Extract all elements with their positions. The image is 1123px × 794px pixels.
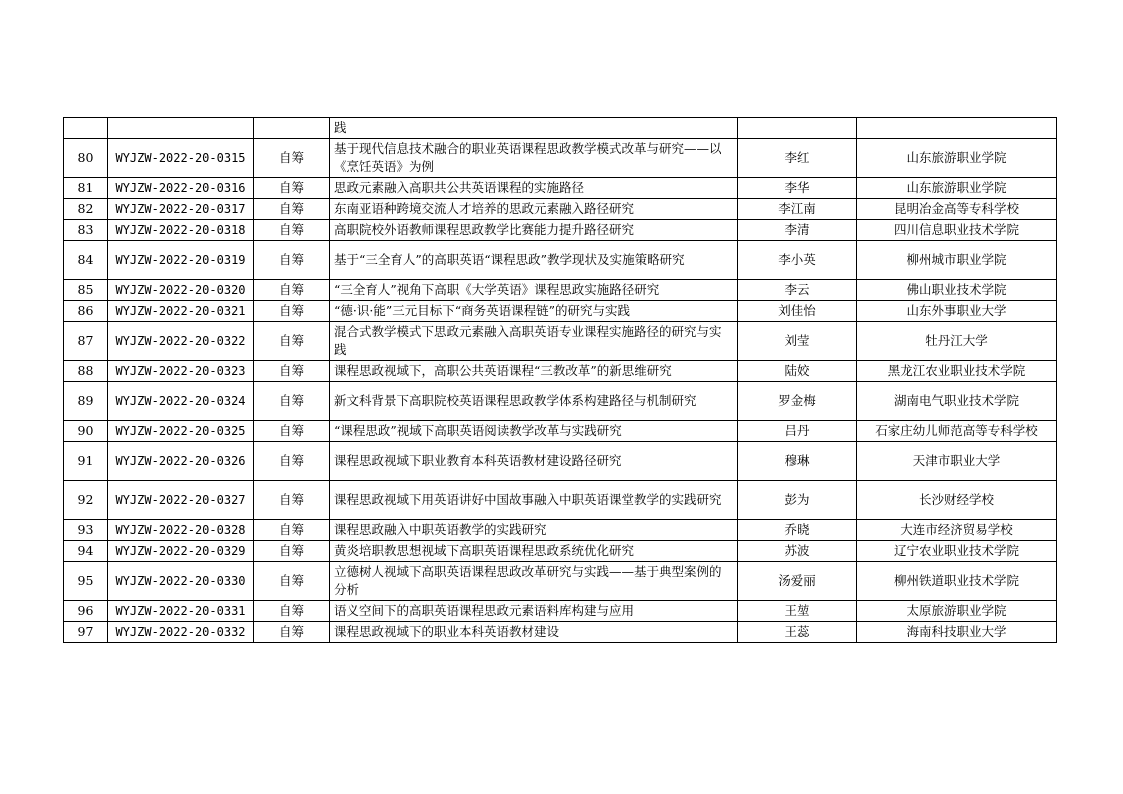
leader-name: 王堃 xyxy=(738,601,857,622)
project-code: WYJZW-2022-20-0318 xyxy=(108,220,254,241)
funding-type: 自筹 xyxy=(254,178,330,199)
institution-name: 牡丹江大学 xyxy=(857,322,1057,361)
project-code: WYJZW-2022-20-0326 xyxy=(108,442,254,481)
project-title: “德·识·能”三元目标下“商务英语课程链”的研究与实践 xyxy=(330,301,738,322)
institution-name: 大连市经济贸易学校 xyxy=(857,520,1057,541)
table-row xyxy=(64,382,1057,421)
institution-name: 天津市职业大学 xyxy=(857,442,1057,481)
project-title: 黄炎培职教思想视域下高职英语课程思政系统优化研究 xyxy=(330,541,738,562)
leader-name: 李红 xyxy=(738,139,857,178)
table-row xyxy=(64,241,1057,280)
institution-name: 山东旅游职业学院 xyxy=(857,178,1057,199)
leader-name: 乔晓 xyxy=(738,520,857,541)
funding-type: 自筹 xyxy=(254,280,330,301)
project-title: 课程思政视域下用英语讲好中国故事融入中职英语课堂教学的实践研究 xyxy=(330,481,738,520)
table-row xyxy=(64,301,1057,322)
funding-type: 自筹 xyxy=(254,241,330,280)
project-code: WYJZW-2022-20-0323 xyxy=(108,361,254,382)
project-code: WYJZW-2022-20-0324 xyxy=(108,382,254,421)
row-number: 88 xyxy=(64,361,108,382)
row-number: 80 xyxy=(64,139,108,178)
leader-name: 吕丹 xyxy=(738,421,857,442)
project-code: WYJZW-2022-20-0319 xyxy=(108,241,254,280)
leader-name: 李云 xyxy=(738,280,857,301)
funding-type: 自筹 xyxy=(254,301,330,322)
leader-name: 李华 xyxy=(738,178,857,199)
institution-name: 湖南电气职业技术学院 xyxy=(857,382,1057,421)
table-row xyxy=(64,541,1057,562)
leader-name: 穆琳 xyxy=(738,442,857,481)
table-row xyxy=(64,322,1057,361)
project-title: 思政元素融入高职共公共英语课程的实施路径 xyxy=(330,178,738,199)
funding-type xyxy=(254,118,330,139)
leader-name: 李江南 xyxy=(738,199,857,220)
leader-name xyxy=(738,118,857,139)
row-number: 83 xyxy=(64,220,108,241)
project-title: 立德树人视域下高职英语课程思政改革研究与实践——基于典型案例的分析 xyxy=(330,562,738,601)
project-title: 课程思政视域下职业教育本科英语教材建设路径研究 xyxy=(330,442,738,481)
project-title: “课程思政”视域下高职英语阅读教学改革与实践研究 xyxy=(330,421,738,442)
institution-name: 昆明冶金高等专科学校 xyxy=(857,199,1057,220)
project-code: WYJZW-2022-20-0321 xyxy=(108,301,254,322)
row-number: 90 xyxy=(64,421,108,442)
row-number: 91 xyxy=(64,442,108,481)
funding-type: 自筹 xyxy=(254,601,330,622)
leader-name: 王蕊 xyxy=(738,622,857,643)
leader-name: 刘莹 xyxy=(738,322,857,361)
project-title: 混合式教学模式下思政元素融入高职英语专业课程实施路径的研究与实践 xyxy=(330,322,738,361)
institution-name: 黑龙江农业职业技术学院 xyxy=(857,361,1057,382)
table-row xyxy=(64,220,1057,241)
institution-name: 长沙财经学校 xyxy=(857,481,1057,520)
leader-name: 刘佳怡 xyxy=(738,301,857,322)
row-number: 85 xyxy=(64,280,108,301)
project-code: WYJZW-2022-20-0329 xyxy=(108,541,254,562)
project-title: 基于现代信息技术融合的职业英语课程思政教学模式改革与研究——以《烹饪英语》为例 xyxy=(330,139,738,178)
project-title: 东南亚语种跨境交流人才培养的思政元素融入路径研究 xyxy=(330,199,738,220)
row-number: 96 xyxy=(64,601,108,622)
table-row xyxy=(64,178,1057,199)
project-code: WYJZW-2022-20-0317 xyxy=(108,199,254,220)
project-title: 课程思政视域下的职业本科英语教材建设 xyxy=(330,622,738,643)
project-code: WYJZW-2022-20-0316 xyxy=(108,178,254,199)
table-row xyxy=(64,118,1057,139)
institution-name xyxy=(857,118,1057,139)
table-row xyxy=(64,520,1057,541)
project-list-table xyxy=(63,117,1057,643)
row-number: 86 xyxy=(64,301,108,322)
row-number: 93 xyxy=(64,520,108,541)
funding-type: 自筹 xyxy=(254,481,330,520)
project-code: WYJZW-2022-20-0328 xyxy=(108,520,254,541)
project-code: WYJZW-2022-20-0322 xyxy=(108,322,254,361)
funding-type: 自筹 xyxy=(254,421,330,442)
leader-name: 苏波 xyxy=(738,541,857,562)
row-number: 92 xyxy=(64,481,108,520)
institution-name: 山东外事职业大学 xyxy=(857,301,1057,322)
institution-name: 四川信息职业技术学院 xyxy=(857,220,1057,241)
row-number: 89 xyxy=(64,382,108,421)
project-code: WYJZW-2022-20-0330 xyxy=(108,562,254,601)
project-title: 课程思政融入中职英语教学的实践研究 xyxy=(330,520,738,541)
leader-name: 陆姣 xyxy=(738,361,857,382)
institution-name: 佛山职业技术学院 xyxy=(857,280,1057,301)
table-row xyxy=(64,139,1057,178)
table-row xyxy=(64,601,1057,622)
project-title: 语义空间下的高职英语课程思政元素语料库构建与应用 xyxy=(330,601,738,622)
table-row xyxy=(64,562,1057,601)
row-number: 94 xyxy=(64,541,108,562)
table-row xyxy=(64,622,1057,643)
project-title: 高职院校外语教师课程思政教学比赛能力提升路径研究 xyxy=(330,220,738,241)
funding-type: 自筹 xyxy=(254,220,330,241)
row-number: 82 xyxy=(64,199,108,220)
institution-name: 石家庄幼儿师范高等专科学校 xyxy=(857,421,1057,442)
leader-name: 汤爱丽 xyxy=(738,562,857,601)
table-row xyxy=(64,442,1057,481)
funding-type: 自筹 xyxy=(254,520,330,541)
project-title: 课程思政视域下，高职公共英语课程“三教改革”的新思维研究 xyxy=(330,361,738,382)
funding-type: 自筹 xyxy=(254,322,330,361)
funding-type: 自筹 xyxy=(254,541,330,562)
row-number: 84 xyxy=(64,241,108,280)
institution-name: 柳州城市职业学院 xyxy=(857,241,1057,280)
project-code: WYJZW-2022-20-0331 xyxy=(108,601,254,622)
leader-name: 李小英 xyxy=(738,241,857,280)
table-body xyxy=(64,118,1057,643)
funding-type: 自筹 xyxy=(254,382,330,421)
institution-name: 柳州铁道职业技术学院 xyxy=(857,562,1057,601)
project-title: “三全育人”视角下高职《大学英语》课程思政实施路径研究 xyxy=(330,280,738,301)
funding-type: 自筹 xyxy=(254,361,330,382)
table-row xyxy=(64,421,1057,442)
row-number: 95 xyxy=(64,562,108,601)
table-row xyxy=(64,481,1057,520)
project-code xyxy=(108,118,254,139)
project-title: 新文科背景下高职院校英语课程思政教学体系构建路径与机制研究 xyxy=(330,382,738,421)
institution-name: 辽宁农业职业技术学院 xyxy=(857,541,1057,562)
leader-name: 李清 xyxy=(738,220,857,241)
row-number: 87 xyxy=(64,322,108,361)
institution-name: 太原旅游职业学院 xyxy=(857,601,1057,622)
project-code: WYJZW-2022-20-0325 xyxy=(108,421,254,442)
institution-name: 山东旅游职业学院 xyxy=(857,139,1057,178)
institution-name: 海南科技职业大学 xyxy=(857,622,1057,643)
row-number: 81 xyxy=(64,178,108,199)
funding-type: 自筹 xyxy=(254,622,330,643)
row-number: 97 xyxy=(64,622,108,643)
leader-name: 罗金梅 xyxy=(738,382,857,421)
project-code: WYJZW-2022-20-0327 xyxy=(108,481,254,520)
funding-type: 自筹 xyxy=(254,562,330,601)
project-code: WYJZW-2022-20-0320 xyxy=(108,280,254,301)
project-title: 基于“三全育人”的高职英语“课程思政”教学现状及实施策略研究 xyxy=(330,241,738,280)
leader-name: 彭为 xyxy=(738,481,857,520)
funding-type: 自筹 xyxy=(254,442,330,481)
funding-type: 自筹 xyxy=(254,139,330,178)
table-row xyxy=(64,361,1057,382)
funding-type: 自筹 xyxy=(254,199,330,220)
project-code: WYJZW-2022-20-0332 xyxy=(108,622,254,643)
project-code: WYJZW-2022-20-0315 xyxy=(108,139,254,178)
row-number xyxy=(64,118,108,139)
table-row xyxy=(64,199,1057,220)
project-title: 践 xyxy=(330,118,738,139)
table-row xyxy=(64,280,1057,301)
